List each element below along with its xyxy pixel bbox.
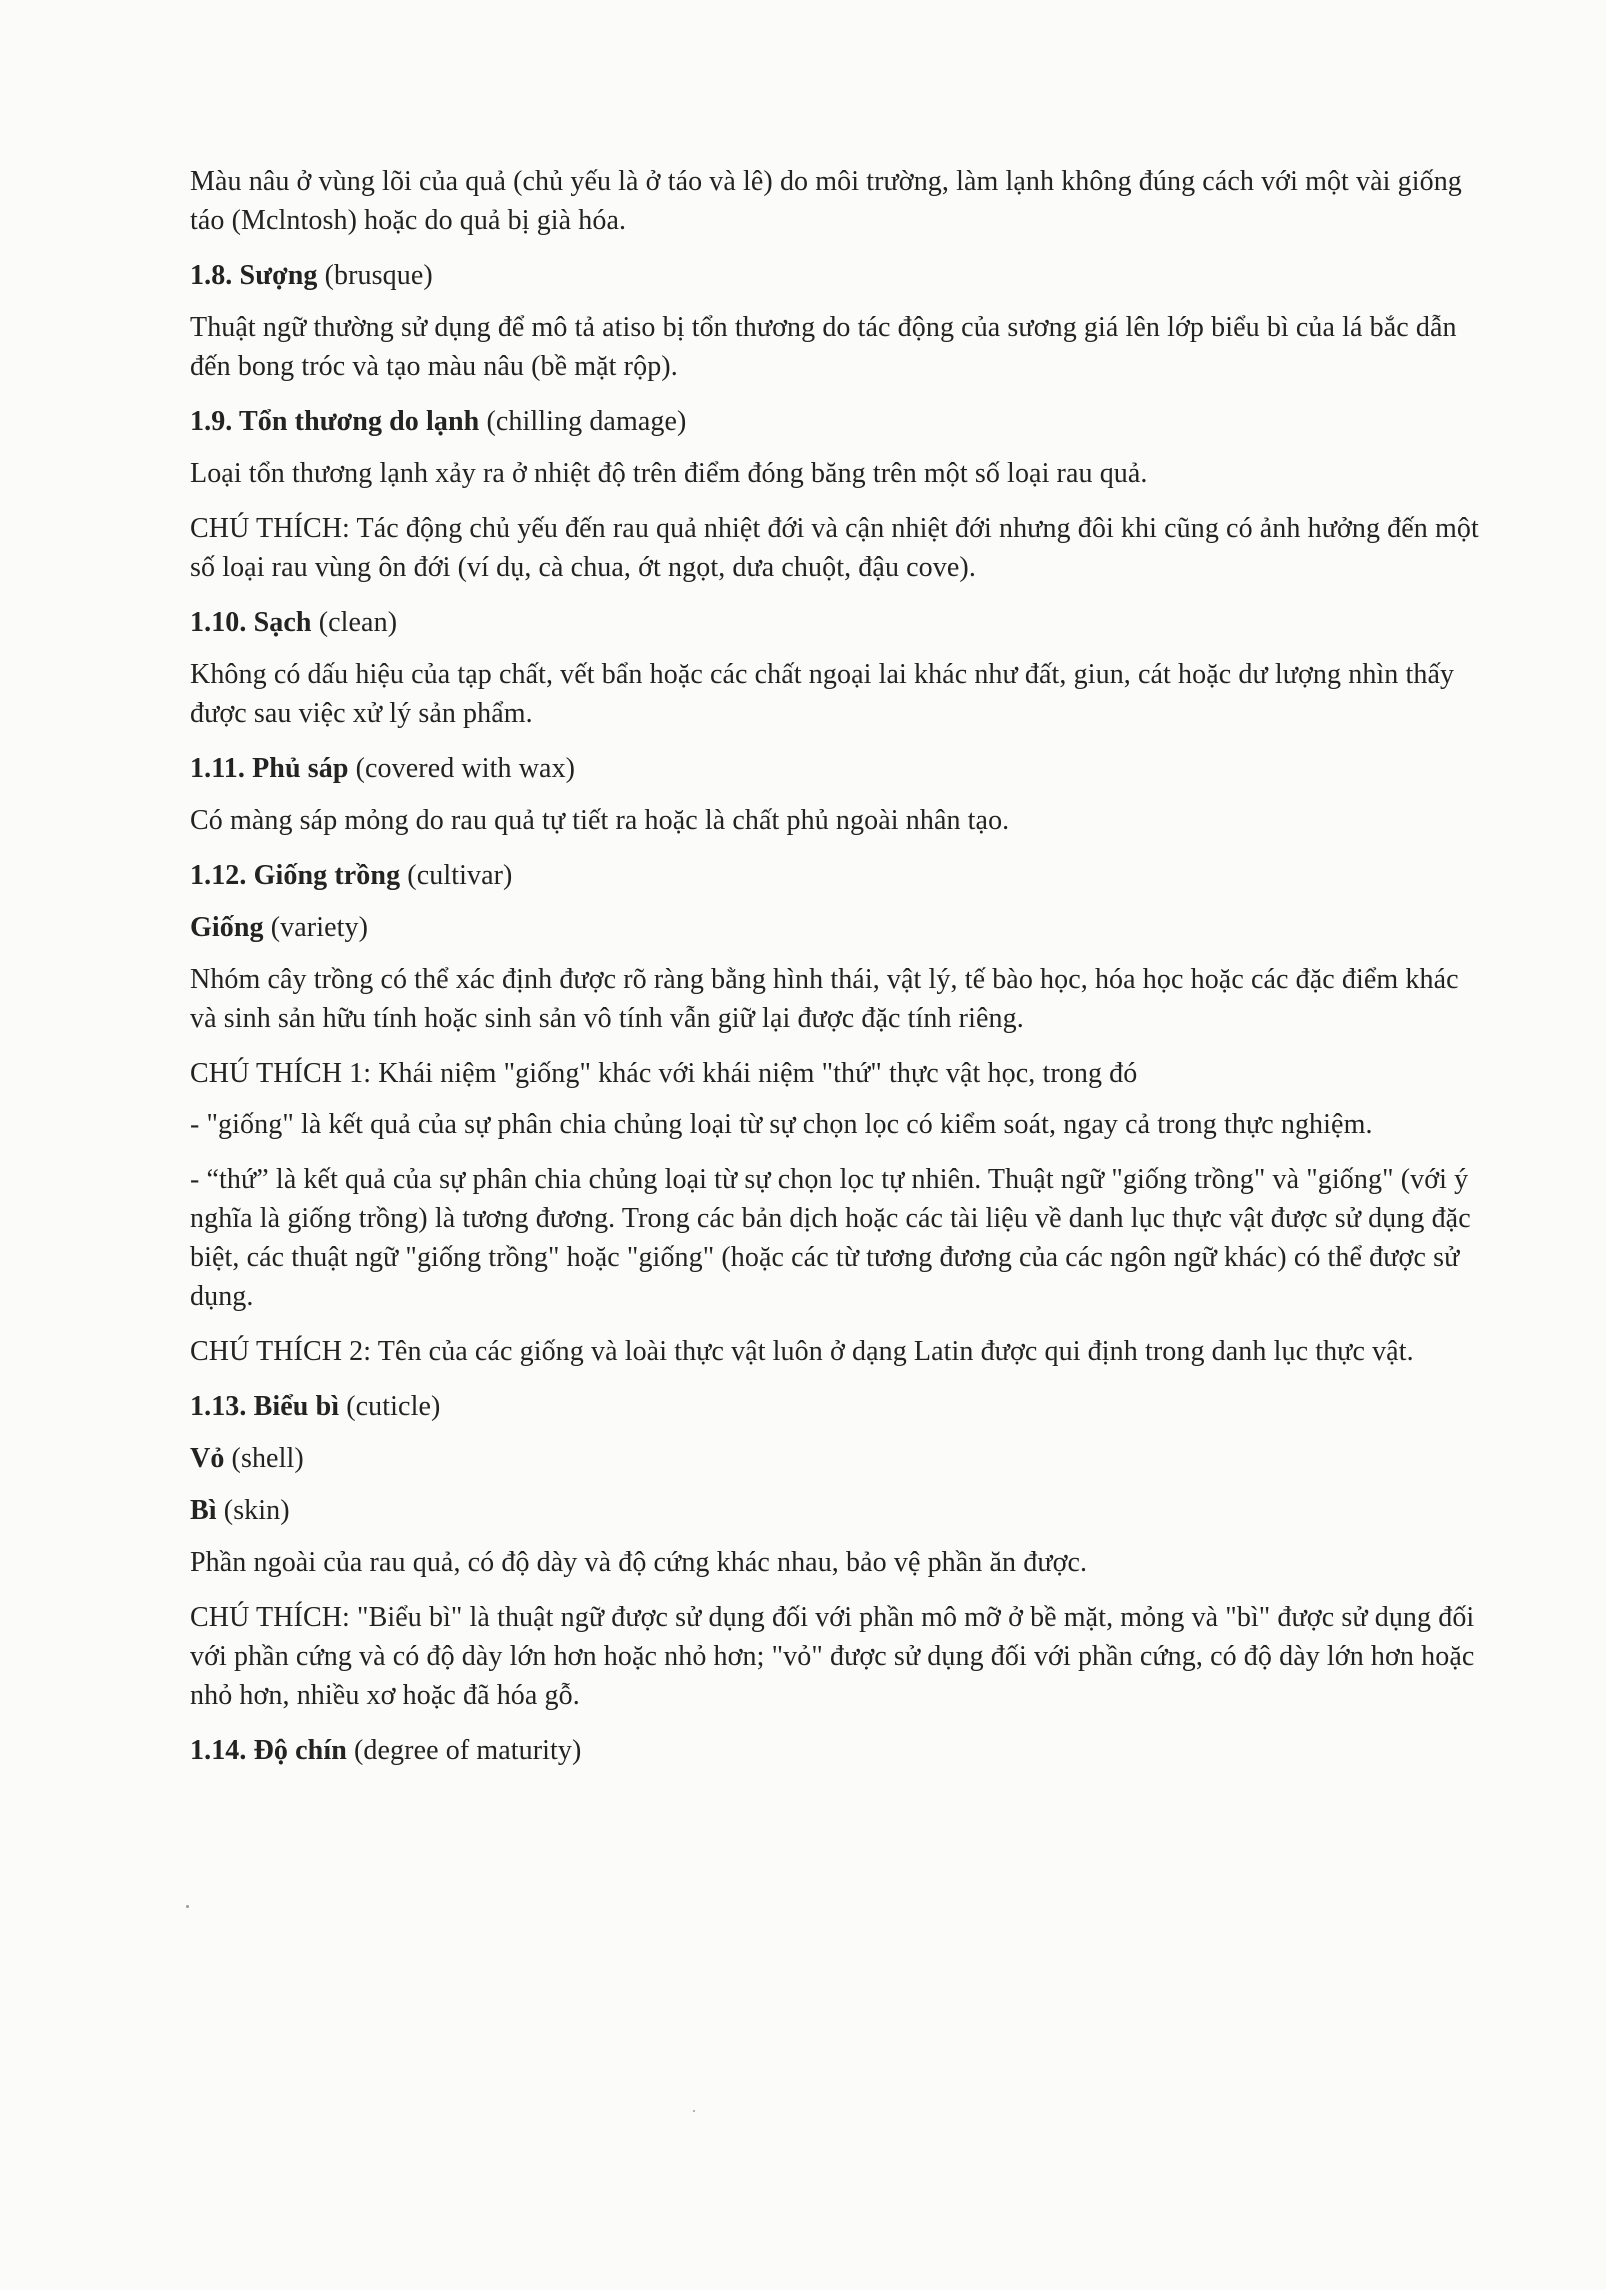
paragraph-core-browning: Màu nâu ở vùng lõi của quả (chủ yếu là ở táo và lê) do môi trường, làm lạnh không đúng cách với một vài giống táo (Mclntosh) hoặc do quả bị già hóa. bbox=[190, 166, 1462, 236]
heading-english: (shell) bbox=[231, 1443, 304, 1474]
heading-shell bbox=[190, 1439, 1490, 1478]
heading-1-10 bbox=[190, 603, 1490, 642]
heading-1-11 bbox=[190, 749, 1490, 788]
heading-variety bbox=[190, 908, 1490, 947]
heading-skin bbox=[190, 1491, 1490, 1530]
list-item-giong: - "giống" là kết quả của sự phân chia chủng loại từ sự chọn lọc có kiểm soát, ngay cả trong thực nghiệm. bbox=[190, 1109, 1373, 1140]
paragraph-chilling: Loại tổn thương lạnh xảy ra ở nhiệt độ trên điểm đóng băng trên một số loại rau quả. bbox=[190, 458, 1148, 489]
heading-english: (skin) bbox=[223, 1495, 290, 1526]
note-cuticle: CHÚ THÍCH: "Biểu bì" là thuật ngữ được sử dụng đối với phần mô mỡ ở bề mặt, mỏng và "bì" được sử dụng đối với phần cứng và có độ dày lớn hơn hoặc nhỏ hơn; "vỏ" được sử dụng đối với phần cứng, có độ dày lớn hơn hoặc nhỏ hơn, nhiều xơ hoặc đã hóa gỗ. bbox=[190, 1602, 1475, 1711]
heading-english: (chilling damage) bbox=[486, 406, 687, 437]
heading-term: Giống bbox=[190, 912, 264, 943]
scan-speck bbox=[693, 2110, 695, 2112]
heading-english: (brusque) bbox=[324, 260, 433, 291]
heading-1-9 bbox=[190, 402, 1490, 441]
heading-term: 1.12. Giống trồng bbox=[190, 860, 401, 891]
heading-term: 1.14. Độ chín bbox=[190, 1735, 347, 1766]
list-item-thu: - “thứ” là kết quả của sự phân chia chủng loại từ sự chọn lọc tự nhiên. Thuật ngữ "giống trồng" và "giống" (với ý nghĩa là giống trồng) là tương đương. Trong các bản dịch hoặc các tài liệu về danh lục thực vật được sử dụng đặc biệt, các thuật ngữ "giống trồng" hoặc "giống" (hoặc các từ tương đương của các ngôn ngữ khác) có thể được sử dụng. bbox=[190, 1164, 1471, 1312]
paragraph-clean: Không có dấu hiệu của tạp chất, vết bẩn hoặc các chất ngoại lai khác như đất, giun, cát hoặc dư lượng nhìn thấy được sau việc xử lý sản phẩm. bbox=[190, 659, 1455, 729]
paragraph-brusque: Thuật ngữ thường sử dụng để mô tả atiso bị tổn thương do tác động của sương giá lên lớp biểu bì của lá bắc dẫn đến bong tróc và tạo màu nâu (bề mặt rộp). bbox=[190, 312, 1457, 382]
paragraph-cuticle: Phần ngoài của rau quả, có độ dày và độ cứng khác nhau, bảo vệ phần ăn được. bbox=[190, 1547, 1088, 1578]
heading-term: Vỏ bbox=[190, 1443, 225, 1474]
heading-english: (cultivar) bbox=[407, 860, 513, 891]
heading-1-13 bbox=[190, 1387, 1490, 1426]
note-cultivar-2: CHÚ THÍCH 2: Tên của các giống và loài thực vật luôn ở dạng Latin được qui định trong danh lục thực vật. bbox=[190, 1336, 1414, 1367]
heading-term: 1.8. Sượng bbox=[190, 260, 318, 291]
document-page bbox=[190, 162, 1490, 1783]
note-cultivar-1: CHÚ THÍCH 1: Khái niệm "giống" khác với khái niệm "thứ" thực vật học, trong đó bbox=[190, 1058, 1138, 1089]
paragraph-cultivar: Nhóm cây trồng có thể xác định được rõ ràng bằng hình thái, vật lý, tế bào học, hóa học hoặc các đặc điểm khác và sinh sản hữu tính hoặc sinh sản vô tính vẫn giữ lại được đặc tính riêng. bbox=[190, 964, 1459, 1034]
heading-1-14 bbox=[190, 1731, 1490, 1770]
scan-speck bbox=[186, 1905, 189, 1908]
heading-term: Bì bbox=[190, 1495, 217, 1526]
heading-1-12 bbox=[190, 856, 1490, 895]
heading-english: (cuticle) bbox=[346, 1391, 441, 1422]
heading-term: 1.13. Biểu bì bbox=[190, 1391, 340, 1422]
heading-term: 1.10. Sạch bbox=[190, 607, 312, 638]
heading-english: (variety) bbox=[270, 912, 369, 943]
heading-english: (clean) bbox=[318, 607, 398, 638]
heading-english: (covered with wax) bbox=[355, 753, 576, 784]
heading-term: 1.9. Tổn thương do lạnh bbox=[190, 406, 480, 437]
paragraph-wax: Có màng sáp mỏng do rau quả tự tiết ra hoặc là chất phủ ngoài nhân tạo. bbox=[190, 805, 1010, 836]
heading-english: (degree of maturity) bbox=[354, 1735, 582, 1766]
heading-term: 1.11. Phủ sáp bbox=[190, 753, 349, 784]
heading-1-8 bbox=[190, 256, 1490, 295]
note-chilling: CHÚ THÍCH: Tác động chủ yếu đến rau quả nhiệt đới và cận nhiệt đới nhưng đôi khi cũng có ảnh hưởng đến một số loại rau vùng ôn đới (ví dụ, cà chua, ớt ngọt, dưa chuột, đậu cove). bbox=[190, 513, 1479, 583]
